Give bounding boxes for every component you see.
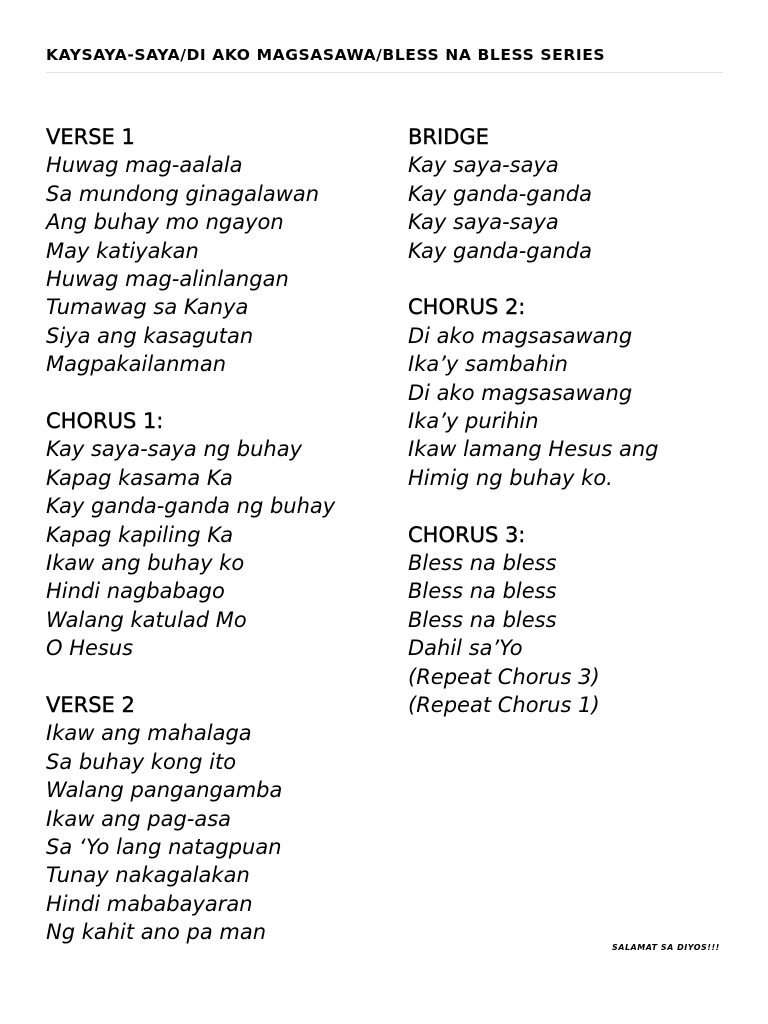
- lyric-line: O Hesus: [46, 636, 134, 661]
- lyric-line: Huwag mag-aalala: [46, 153, 243, 178]
- lyric-line: (Repeat Chorus 3): [408, 664, 600, 689]
- lyric-line: Sa ‘Yo lang natagpuan: [46, 834, 282, 859]
- lyric-line: Kay saya-saya ng buhay: [46, 437, 303, 462]
- lyric-line: Kay saya-saya: [408, 210, 559, 235]
- lyric-section-verse-2: [46, 691, 335, 947]
- lyric-line: Bless na bless: [408, 551, 557, 576]
- lyric-line: Hindi mababayaran: [46, 891, 253, 916]
- lyric-line: Tumawag sa Kanya: [46, 295, 249, 320]
- lyric-line: Hindi nagbabago: [46, 579, 225, 604]
- lyric-line: Kay ganda-ganda: [408, 238, 592, 263]
- lyric-line: Tunay nakagalakan: [46, 863, 250, 888]
- lyric-line: Siya ang kasagutan: [46, 323, 254, 348]
- lyric-line: Ng kahit ano pa man: [46, 920, 267, 945]
- lyric-line: Sa buhay kong ito: [46, 749, 237, 774]
- lyric-line: Ikaw ang buhay ko: [46, 550, 245, 575]
- section-heading: VERSE 1: [46, 125, 135, 149]
- section-heading: CHORUS 3:: [408, 522, 526, 547]
- section-heading: CHORUS 2:: [408, 295, 526, 320]
- section-heading: CHORUS 1:: [46, 409, 164, 434]
- lyric-line: Bless na bless: [408, 607, 557, 632]
- lyric-line: Kapag kapiling Ka: [46, 522, 234, 547]
- document-title: KAYSAYA-SAYA/DI AKO MAGSASAWA/BLESS NA BLESS SERIES: [46, 46, 606, 64]
- lyric-line: Sa mundong ginagalawan: [46, 181, 320, 206]
- section-heading: VERSE 2: [46, 693, 135, 718]
- lyric-line: May katiyakan: [46, 238, 199, 263]
- lyric-line: Dahil sa’Yo: [408, 636, 523, 661]
- lyric-line: Ikaw ang pag-asa: [46, 806, 232, 831]
- lyric-section-bridge: [408, 123, 659, 265]
- lyric-section-chorus-1: [46, 407, 335, 663]
- lyric-line: Kapag kasama Ka: [46, 465, 233, 490]
- lyric-line: Bless na bless: [408, 579, 557, 604]
- lyric-line: Kay ganda-ganda: [408, 181, 592, 206]
- right-lyrics-column: [408, 123, 659, 748]
- title-divider: [46, 72, 723, 73]
- lyric-line: Ang buhay mo ngayon: [46, 210, 284, 235]
- lyric-line: Ikaw lamang Hesus ang: [408, 437, 659, 462]
- lyric-line: Kay saya-saya: [408, 153, 559, 178]
- footer-note: SALAMAT SA DIYOS!!!: [612, 943, 720, 952]
- lyric-line: Ika’y sambahin: [408, 352, 568, 377]
- left-lyrics-column: [46, 123, 335, 975]
- lyric-line: (Repeat Chorus 1): [408, 693, 600, 718]
- lyric-line: Himig ng buhay ko.: [408, 465, 613, 490]
- lyric-line: Di ako magsasawang: [408, 323, 633, 348]
- section-heading: BRIDGE: [408, 125, 489, 149]
- lyric-section-chorus-2: [408, 293, 659, 492]
- lyric-line: Walang pangangamba: [46, 778, 283, 803]
- lyric-line: Kay ganda-ganda ng buhay: [46, 494, 336, 519]
- lyric-line: Huwag mag-alinlangan: [46, 266, 289, 291]
- lyric-line: Ika’y purihin: [408, 409, 539, 434]
- lyric-line: Magpakailanman: [46, 352, 227, 377]
- lyric-section-verse-1: [46, 123, 335, 379]
- lyric-line: Walang katulad Mo: [46, 607, 247, 632]
- lyric-line: Ikaw ang mahalaga: [46, 721, 252, 746]
- lyric-line: Di ako magsasawang: [408, 380, 633, 405]
- lyric-section-chorus-3: [408, 521, 659, 720]
